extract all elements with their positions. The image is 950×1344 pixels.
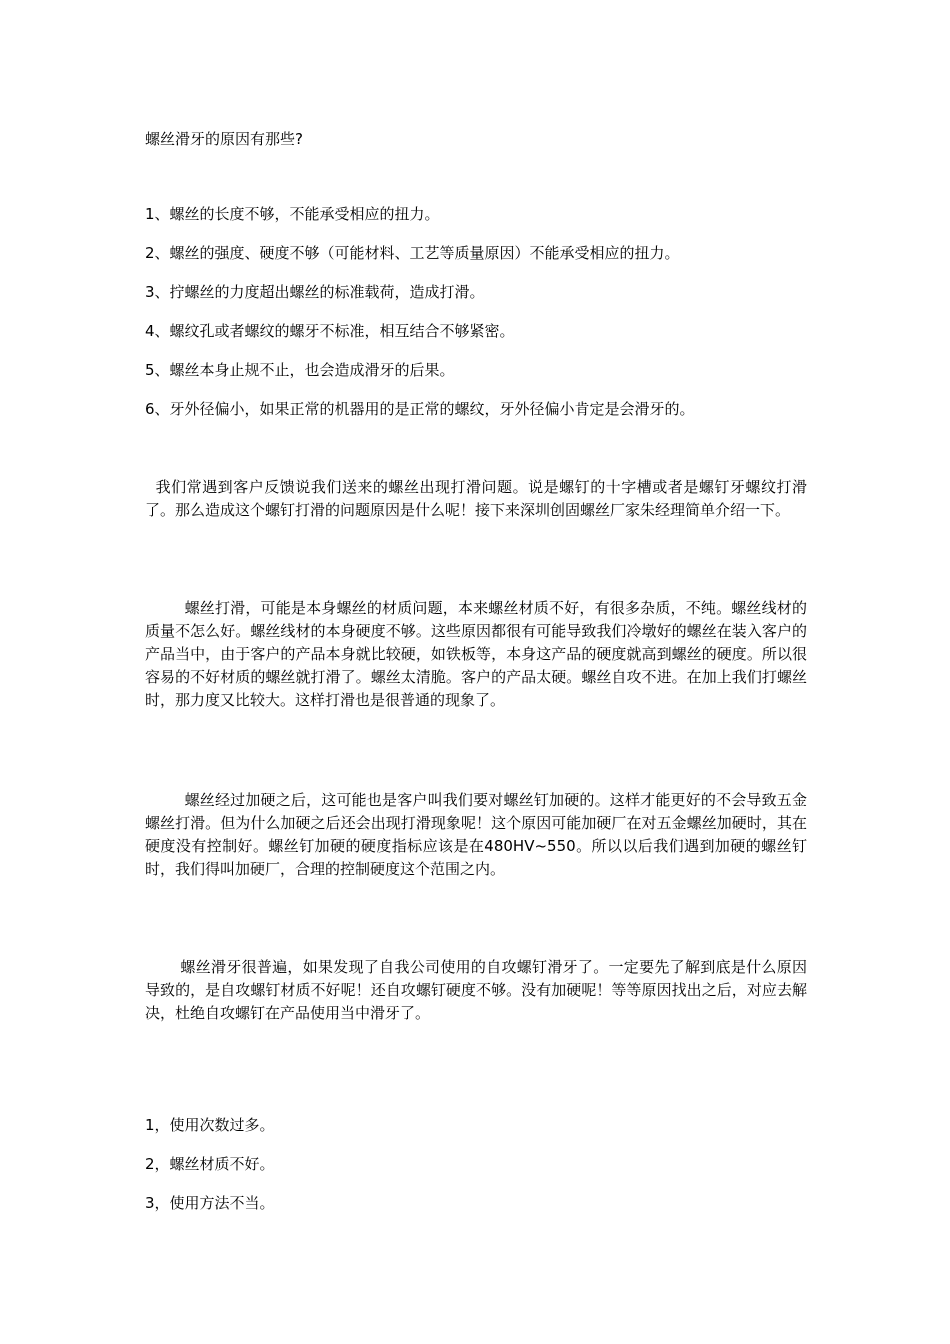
list-item: 1、螺丝的长度不够，不能承受相应的扭力。 (145, 205, 440, 223)
summary-list (145, 1114, 807, 1231)
paragraph-intro: 我们常遇到客户反馈说我们送来的螺丝出现打滑问题。说是螺钉的十字槽或者是螺钉牙螺纹打滑了。那么造成这个螺钉打滑的问题原因是什么呢！接下来深圳创固螺丝厂家朱经理简单介绍一下。 (145, 478, 807, 519)
list-item: 1，使用次数过多。 (145, 1116, 275, 1134)
list-item: 6、牙外径偏小，如果正常的机器用的是正常的螺纹，牙外径偏小肯定是会滑牙的。 (145, 400, 695, 418)
list-item: 3、拧螺丝的力度超出螺丝的标准载荷，造成打滑。 (145, 283, 485, 301)
list-item: 4、螺纹孔或者螺纹的螺牙不标准，相互结合不够紧密。 (145, 322, 515, 340)
list-item: 2、螺丝的强度、硬度不够（可能材料、工艺等质量原因）不能承受相应的扭力。 (145, 244, 680, 262)
list-item: 3，使用方法不当。 (145, 1194, 275, 1212)
paragraph-hardening: 螺丝经过加硬之后，这可能也是客户叫我们要对螺丝钉加硬的。这样才能更好的不会导致五金螺丝打滑。但为什么加硬之后还会出现打滑现象呢！这个原因可能加硬厂在对五金螺丝加硬时，其在硬度没有控制好。螺丝钉加硬的硬度指标应该是在480HV~550。所以以后我们遇到加硬的螺丝钉时，我们得叫加硬厂，合理的控制硬度这个范围之内。 (145, 791, 807, 878)
document-title: 螺丝滑牙的原因有那些? (145, 130, 303, 148)
paragraph-conclusion: 螺丝滑牙很普遍，如果发现了自我公司使用的自攻螺钉滑牙了。一定要先了解到底是什么原因导致的，是自攻螺钉材质不好呢！还自攻螺钉硬度不够。没有加硬呢！等等原因找出之后，对应去解决，杜绝自攻螺钉在产品使用当中滑牙了。 (145, 958, 807, 1022)
causes-list (145, 203, 807, 437)
list-item: 2，螺丝材质不好。 (145, 1155, 275, 1173)
paragraph-material: 螺丝打滑，可能是本身螺丝的材质问题，本来螺丝材质不好，有很多杂质，不纯。螺丝线材的质量不怎么好。螺丝线材的本身硬度不够。这些原因都很有可能导致我们冷墩好的螺丝在装入客户的产品当中，由于客户的产品本身就比较硬，如铁板等，本身这产品的硬度就高到螺丝的硬度。所以很容易的不好材质的螺丝就打滑了。螺丝太清脆。客户的产品太硬。螺丝自攻不进。在加上我们打螺丝时，那力度又比较大。这样打滑也是很普通的现象了。 (145, 599, 807, 709)
list-item: 5、螺丝本身止规不止，也会造成滑牙的后果。 (145, 361, 455, 379)
